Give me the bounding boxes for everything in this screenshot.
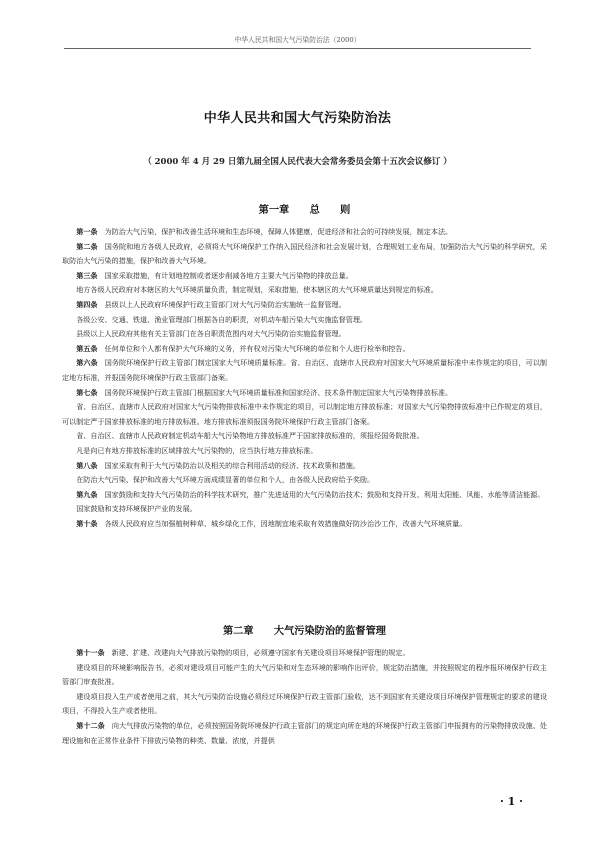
article-paragraph bbox=[62, 690, 547, 719]
article-paragraph bbox=[62, 386, 547, 401]
article-number: 第十一条 bbox=[76, 648, 105, 657]
article-number: 第一条 bbox=[76, 227, 98, 236]
article-number: 第七条 bbox=[76, 387, 98, 397]
article-number: 第九条 bbox=[76, 489, 98, 499]
article-text: 国务院环境保护行政主管部门根据国家大气环境质量标准和国家经济、技术条件制定国家大气污染物排放标准。 bbox=[104, 387, 453, 397]
article-paragraph bbox=[62, 356, 547, 385]
article-paragraph bbox=[62, 429, 547, 444]
article-paragraph bbox=[62, 327, 547, 342]
article-text: 县级以上人民政府环境保护行政主管部门对大气污染防治实施统一监督管理。 bbox=[104, 299, 346, 309]
article-paragraph bbox=[62, 342, 547, 357]
document-subtitle: （ 2000 年 4 月 29 日第九届全国人民代表大会常务委员会第十五次会议修订 ） bbox=[143, 157, 452, 167]
article-text: 各级公安、交通、铁道、渔业管理部门根据各自的职责，对机动车船污染大气实施监督管理。 bbox=[76, 314, 368, 324]
chapter-1-body bbox=[62, 225, 547, 531]
chapter-2-body bbox=[62, 646, 547, 748]
running-header: 中华人民共和国大气污染防治法（2000） bbox=[234, 36, 361, 44]
header-rule bbox=[64, 48, 531, 49]
article-paragraph bbox=[62, 283, 547, 298]
article-text: 国务院环境保护行政主管部门制定国家大气环境质量标准。省、自治区、直辖市人民政府对国家大气环境质量标准中未作规定的项目，可以制定地方标准，并报国务院环境保护行政主管部门备案。 bbox=[62, 358, 548, 382]
chapter-1-heading: 第一章 总 则 bbox=[258, 204, 351, 216]
article-text: 建设项目投入生产或者使用之前，其大气污染防治设施必须经过环境保护行政主管部门验收，达不到国家有关建设项目环境保护管理规定的要求的建设项目，不得投入生产或者使用。 bbox=[62, 691, 547, 716]
article-text: 在防治大气污染、保护和改善大气环境方面成绩显著的单位和个人，由各级人民政府给予奖励。 bbox=[76, 475, 375, 485]
article-number: 第二条 bbox=[76, 241, 98, 251]
article-number: 第五条 bbox=[76, 343, 98, 353]
article-number: 第六条 bbox=[76, 358, 98, 368]
article-paragraph bbox=[62, 488, 547, 503]
article-text: 新建、扩建、改建向大气排放污染物的项目，必须遵守国家有关建设项目环境保护管理的规定。 bbox=[111, 648, 410, 657]
article-text: 县级以上人民政府其他有关主管部门在各自职责范围内对大气污染防治实施监督管理。 bbox=[76, 329, 346, 339]
article-paragraph bbox=[62, 502, 547, 517]
chapter-2-section bbox=[62, 622, 547, 748]
article-text: 国务院和地方各级人民政府，必须将大气环境保护工作纳入国民经济和社会发展计划，合理规划工业布局，加强防治大气污染的科学研究，采取防治大气污染的措施，保护和改善大气环境。 bbox=[62, 241, 548, 266]
document-title: 中华人民共和国大气污染防治法 bbox=[203, 111, 392, 126]
article-text: 凡是向已有地方排放标准的区域排放大气污染物的，应当执行地方排放标准。 bbox=[76, 445, 318, 455]
article-paragraph bbox=[62, 473, 547, 488]
article-text: 省、自治区、直辖市人民政府对国家大气污染物排放标准中未作规定的项目，可以制定地方排放标准；对国家大气污染物排放标准中已作规定的项目，可以制定严于国家排放标准的地方排放标准。地方排放标准须报国务院环境保护行政主管部门备案。 bbox=[62, 402, 547, 426]
article-paragraph bbox=[62, 719, 547, 748]
article-paragraph bbox=[62, 400, 547, 429]
article-text: 国家鼓励和支持大气污染防治的科学技术研究，推广先进适用的大气污染防治技术；鼓励和支持开发、利用太阳能、风能、水能等清洁能源。 bbox=[104, 489, 545, 499]
article-text: 省、自治区、直辖市人民政府制定机动车船大气污染物地方排放标准严于国家排放标准的，须报经国务院批准。 bbox=[76, 431, 424, 441]
article-paragraph bbox=[62, 517, 547, 532]
article-paragraph bbox=[62, 313, 547, 328]
page-number: · 1 · bbox=[500, 795, 523, 808]
article-paragraph bbox=[62, 661, 547, 690]
article-number: 第十二条 bbox=[76, 720, 105, 730]
article-text: 地方各级人民政府对本辖区的大气环境质量负责，制定规划，采取措施，使本辖区的大气环境质量达到规定的标准。 bbox=[76, 285, 438, 295]
article-paragraph bbox=[62, 298, 547, 313]
chapter-1-section bbox=[62, 201, 547, 531]
article-text: 各级人民政府应当加强植树种草、城乡绿化工作，因地制宜地采取有效措施做好防沙治沙工作，改善大气环境质量。 bbox=[104, 518, 467, 528]
article-text: 为防治大气污染，保护和改善生活环境和生态环境，保障人体健康，促进经济和社会的可持续发展，制定本法。 bbox=[104, 227, 453, 236]
article-paragraph bbox=[62, 459, 547, 474]
article-paragraph bbox=[62, 225, 547, 240]
article-paragraph bbox=[62, 269, 547, 284]
article-text: 国家采取有利于大气污染防治以及相关的综合利用活动的经济、技术政策和措施。 bbox=[104, 460, 360, 470]
article-text: 任何单位和个人都有保护大气环境的义务，并有权对污染大气环境的单位和个人进行检举和控告。 bbox=[104, 343, 410, 353]
article-number: 第四条 bbox=[76, 299, 98, 309]
article-text: 国家采取措施，有计划地控制或者逐步削减各地方主要大气污染物的排放总量。 bbox=[104, 270, 353, 280]
article-text: 国家鼓励和支持环境保护产业的发展。 bbox=[76, 504, 197, 514]
chapter-2-heading: 第二章 大气污染防治的监督管理 bbox=[223, 625, 386, 637]
article-number: 第十条 bbox=[76, 518, 98, 528]
article-paragraph bbox=[62, 240, 547, 269]
article-paragraph bbox=[62, 444, 547, 459]
article-number: 第三条 bbox=[76, 270, 98, 280]
article-number: 第八条 bbox=[76, 460, 98, 470]
article-text: 建设项目的环境影响报告书，必须对建设项目可能产生的大气污染和对生态环境的影响作出评价，规定防治措施，并按照规定的程序报环境保护行政主管部门审查批准。 bbox=[62, 662, 547, 687]
article-paragraph bbox=[62, 646, 547, 661]
article-text: 向大气排放污染物的单位，必须按照国务院环境保护行政主管部门的规定向所在地的环境保护行政主管部门申报拥有的污染物排放设施、处理设施和在正常作业条件下排放污染物的种类、数量、浓度，并提供 bbox=[62, 720, 548, 745]
